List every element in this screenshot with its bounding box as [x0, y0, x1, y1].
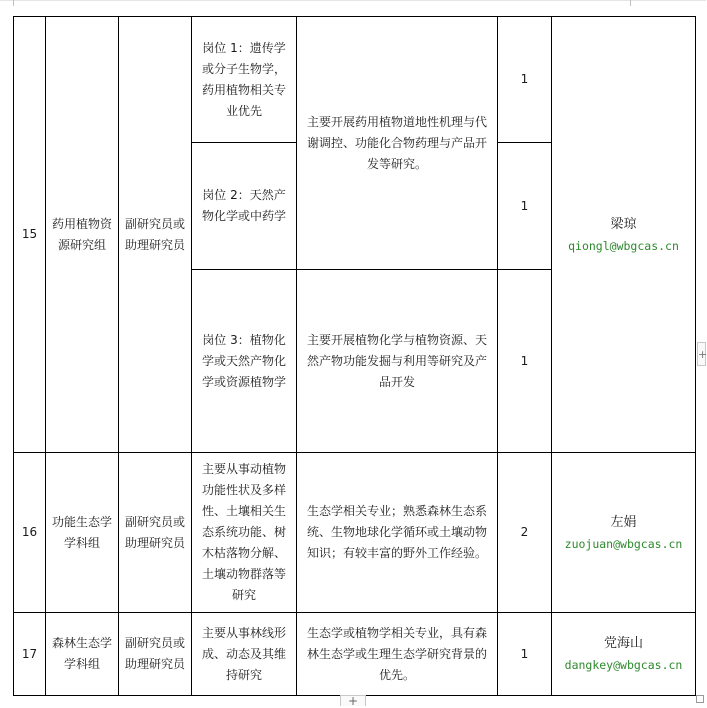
position-title: 副研究员或助理研究员 — [119, 17, 192, 453]
table-resize-handle[interactable] — [696, 695, 704, 703]
position-title: 副研究员或助理研究员 — [119, 613, 192, 696]
requirement-text: 生态学或植物学相关专业，具有森林生态学或生理生态学研究背景的优先。 — [297, 613, 498, 696]
table-row-15 — [14, 17, 696, 143]
table-row-17 — [14, 613, 696, 696]
contact-email[interactable]: zuojuan@wbgcas.cn — [564, 536, 683, 551]
headcount: 2 — [498, 453, 552, 613]
requirement-text: 生态学相关专业；熟悉森林生态系统、生物地球化学循环或土壤动物知识；有较丰富的野外工作经验。 — [297, 453, 498, 613]
contact-name: 党海山 — [603, 636, 643, 651]
table-row-16 — [14, 453, 696, 613]
group-name: 功能生态学学科组 — [46, 453, 119, 613]
headcount: 1 — [498, 613, 552, 696]
post-description: 岗位 3：植物化学或天然产物化学或资源植物学 — [192, 270, 297, 453]
contact-email[interactable]: qiongl@wbgcas.cn — [568, 238, 679, 253]
add-row-button[interactable]: + — [340, 695, 366, 706]
recruitment-table — [13, 16, 696, 696]
requirement-text: 主要开展药用植物道地性机理与代谢调控、功能化合物药理与产品开发等研究。 — [297, 17, 498, 270]
position-title: 副研究员或助理研究员 — [119, 453, 192, 613]
contact-cell — [552, 613, 696, 696]
post-description: 岗位 2：天然产物化学或中药学 — [192, 143, 297, 270]
ruler-tick — [630, 0, 631, 6]
ruler-tick — [13, 0, 14, 6]
headcount: 1 — [498, 143, 552, 270]
headcount: 1 — [498, 17, 552, 143]
post-description: 岗位 1：遗传学或分子生物学，药用植物相关专业优先 — [192, 17, 297, 143]
row-number: 17 — [14, 613, 46, 696]
requirement-text: 主要开展植物化学与植物资源、天然产物功能发掘与利用等研究及产品开发 — [297, 270, 498, 453]
contact-name: 梁琼 — [610, 216, 637, 232]
row-number: 15 — [14, 17, 46, 453]
headcount: 1 — [498, 270, 552, 453]
row-number: 16 — [14, 453, 46, 613]
group-name: 药用植物资源研究组 — [46, 17, 119, 453]
post-description: 主要从事动植物功能性状及多样性、土壤相关生态系统功能、树木枯落物分解、土壤动物群落等研究 — [192, 453, 297, 613]
ruler-top — [0, 0, 706, 3]
contact-name: 左娟 — [610, 514, 637, 530]
group-name: 森林生态学学科组 — [46, 613, 119, 696]
contact-cell — [552, 17, 696, 453]
contact-cell — [552, 453, 696, 613]
post-description: 主要从事林线形成、动态及其维持研究 — [192, 613, 297, 696]
contact-email[interactable]: dangkey@wbgcas.cn — [564, 658, 683, 672]
insert-column-handle[interactable]: + — [697, 342, 706, 366]
